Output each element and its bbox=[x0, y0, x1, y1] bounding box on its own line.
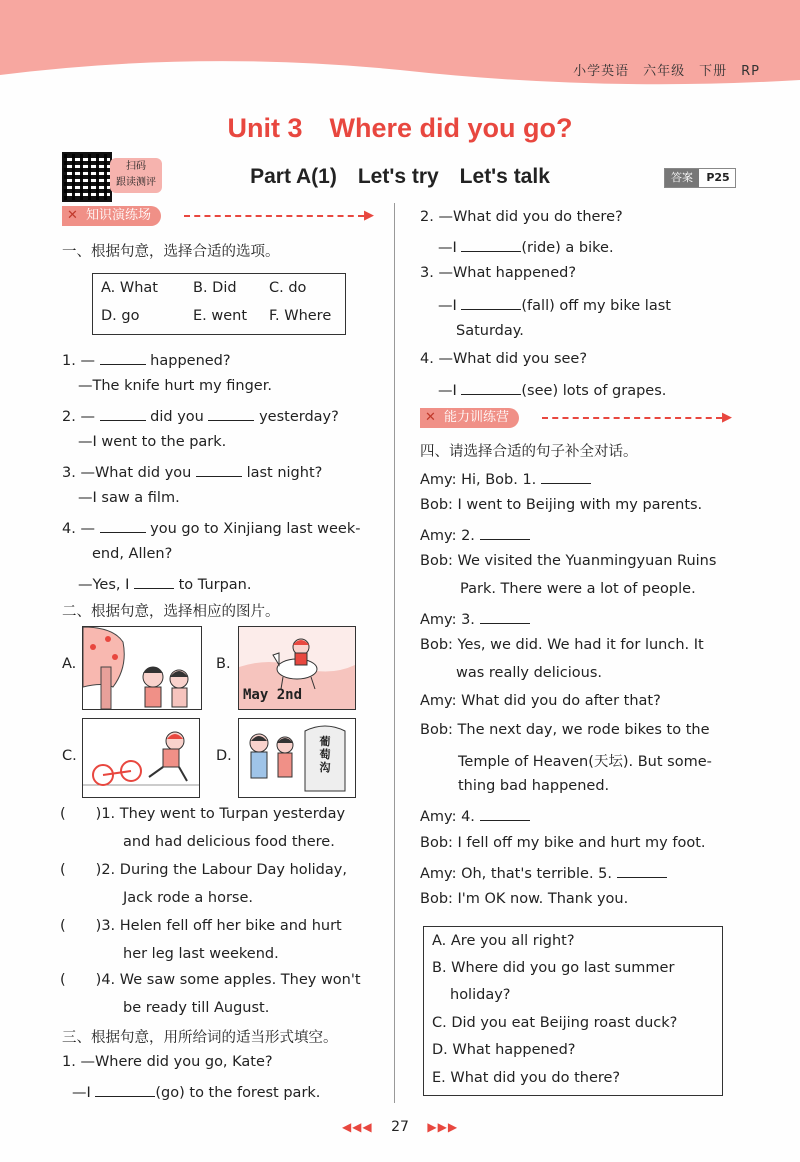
picture-b-date: May 2nd bbox=[243, 687, 303, 703]
answer-badge[interactable]: 答案 P25 bbox=[664, 168, 736, 188]
q2-item-3-cont: her leg last weekend. bbox=[123, 946, 279, 962]
answer-blank[interactable] bbox=[541, 469, 591, 484]
picture-d-grape-valley[interactable] bbox=[238, 718, 356, 798]
dialog-line-1: Amy: Hi, Bob. 1. bbox=[420, 469, 591, 488]
q3-item-4-reply: —I (see) lots of grapes. bbox=[438, 380, 666, 399]
unit-title: Unit 3 Where did you go? bbox=[227, 113, 573, 143]
dialog-line-4: Bob: We visited the Yuanmingyuan Ruins bbox=[420, 553, 717, 569]
qr-tag[interactable]: 扫码 跟读测评 bbox=[110, 158, 162, 193]
q1-item-2-reply: —I went to the park. bbox=[78, 434, 227, 450]
q3-item-3: 3. —What happened? bbox=[420, 265, 577, 281]
q2-item-2-cont: Jack rode a horse. bbox=[123, 890, 253, 906]
page-number: 27 bbox=[391, 1119, 409, 1135]
pic-label-c: C. bbox=[62, 748, 77, 764]
picture-c-fell-off-bike[interactable] bbox=[82, 718, 200, 798]
q3-item-2: 2. —What did you do there? bbox=[420, 209, 623, 225]
dialog-line-10: Bob: I fell off my bike and hurt my foot. bbox=[420, 835, 706, 851]
picture-a-apple-tree[interactable] bbox=[82, 626, 202, 710]
column-divider bbox=[394, 203, 395, 1103]
option-a: A. What bbox=[101, 280, 158, 296]
option-e: E. went bbox=[193, 308, 248, 324]
option-d: D. go bbox=[101, 308, 140, 324]
q3-item-4: 4. —What did you see? bbox=[420, 351, 588, 367]
dialog-line-3: Amy: 2. bbox=[420, 525, 530, 544]
dialog-line-8: Bob: The next day, we rode bikes to the bbox=[420, 722, 710, 738]
answer-blank[interactable] bbox=[461, 237, 521, 252]
answer-blank[interactable] bbox=[617, 863, 667, 878]
dialog-line-9: Amy: 4. bbox=[420, 806, 530, 825]
page-footer bbox=[0, 1119, 800, 1135]
choice-e: E. What did you do there? bbox=[432, 1070, 621, 1086]
option-c: C. do bbox=[269, 280, 307, 296]
answer-blank[interactable] bbox=[100, 350, 146, 365]
q1-item-2: 2. — did you yesterday? bbox=[62, 406, 339, 425]
q3-item-3-cont: Saturday. bbox=[456, 323, 524, 339]
answer-blank[interactable] bbox=[461, 295, 521, 310]
q1-item-4-cont: end, Allen? bbox=[92, 546, 173, 562]
answer-blank[interactable] bbox=[480, 806, 530, 821]
q3-title: 三、根据句意，用所给词的适当形式填空。 bbox=[62, 1030, 338, 1046]
dialog-line-5: Amy: 3. bbox=[420, 609, 530, 628]
dialog-line-4-cont: Park. There were a lot of people. bbox=[460, 581, 696, 597]
q1-item-4-reply: —Yes, I to Turpan. bbox=[78, 574, 252, 593]
pic-label-d: D. bbox=[216, 748, 232, 764]
q1-item-1-reply: —The knife hurt my finger. bbox=[78, 378, 272, 394]
picture-b-horse-ride[interactable] bbox=[238, 626, 356, 710]
q1-item-3-reply: —I saw a film. bbox=[78, 490, 180, 506]
dialog-line-6-cont: was really delicious. bbox=[456, 665, 603, 681]
prev-arrows-icon[interactable]: ◀◀◀ bbox=[341, 1120, 373, 1134]
choice-a: A. Are you all right? bbox=[432, 933, 575, 949]
q2-item-4-cont: be ready till August. bbox=[123, 1000, 270, 1016]
section-banner-practice: ✕ 知识演练场 ▶ bbox=[62, 206, 377, 226]
dialog-line-7: Amy: What did you do after that? bbox=[420, 693, 661, 709]
q2-item-2: ( )2. During the Labour Day holiday, bbox=[60, 862, 347, 878]
part-title: Part A(1) Let's try Let's talk bbox=[250, 165, 550, 188]
choice-c: C. Did you eat Beijing roast duck? bbox=[432, 1015, 678, 1031]
q1-item-3: 3. —What did you last night? bbox=[62, 462, 322, 481]
answer-blank[interactable] bbox=[196, 462, 242, 477]
dialog-line-11: Amy: Oh, that's terrible. 5. bbox=[420, 863, 667, 882]
answer-blank[interactable] bbox=[461, 380, 521, 395]
choice-d: D. What happened? bbox=[432, 1042, 576, 1058]
answer-blank[interactable] bbox=[480, 609, 530, 624]
pic-label-b: B. bbox=[216, 656, 231, 672]
picture-d-sign: 葡萄沟 bbox=[319, 735, 331, 774]
q2-item-3: ( )3. Helen fell off her bike and hurt bbox=[60, 918, 342, 934]
choice-b: B. Where did you go last summer bbox=[432, 960, 675, 976]
dialog-line-6: Bob: Yes, we did. We had it for lunch. It bbox=[420, 637, 704, 653]
q3-item-1: 1. —Where did you go, Kate? bbox=[62, 1054, 273, 1070]
pic-label-a: A. bbox=[62, 656, 77, 672]
section-banner-ability: ✕ 能力训练营 ▶ bbox=[420, 408, 735, 428]
q2-item-1: ( )1. They went to Turpan yesterday bbox=[60, 806, 346, 822]
option-f: F. Where bbox=[269, 308, 332, 324]
answer-blank[interactable] bbox=[100, 518, 146, 533]
q2-item-1-cont: and had delicious food there. bbox=[123, 834, 335, 850]
dialog-line-8-cont2: thing bad happened. bbox=[458, 778, 610, 794]
q4-choice-box bbox=[423, 926, 723, 1096]
q3-item-3-reply: —I (fall) off my bike last bbox=[438, 295, 671, 314]
dialog-line-8-cont: Temple of Heaven(天坛). But some- bbox=[458, 754, 712, 770]
q1-item-1: 1. — happened? bbox=[62, 350, 231, 369]
q1-title: 一、根据句意，选择合适的选项。 bbox=[62, 244, 280, 260]
answer-blank[interactable] bbox=[100, 406, 146, 421]
q4-title: 四、请选择合适的句子补全对话。 bbox=[420, 444, 638, 460]
dialog-line-2: Bob: I went to Beijing with my parents. bbox=[420, 497, 703, 513]
q2-item-4: ( )4. We saw some apples. They won't bbox=[60, 972, 361, 988]
q1-option-box bbox=[92, 273, 346, 335]
q2-title: 二、根据句意，选择相应的图片。 bbox=[62, 604, 280, 620]
next-arrows-icon[interactable]: ▶▶▶ bbox=[427, 1120, 459, 1134]
answer-blank[interactable] bbox=[480, 525, 530, 540]
answer-blank[interactable] bbox=[95, 1082, 155, 1097]
dialog-line-12: Bob: I'm OK now. Thank you. bbox=[420, 891, 629, 907]
q3-item-2-reply: —I (ride) a bike. bbox=[438, 237, 614, 256]
answer-blank[interactable] bbox=[208, 406, 254, 421]
option-b: B. Did bbox=[193, 280, 237, 296]
book-info: 小学英语 六年级 下册 RP bbox=[573, 64, 760, 79]
q3-item-1-reply: —I (go) to the forest park. bbox=[72, 1082, 320, 1101]
answer-blank[interactable] bbox=[134, 574, 174, 589]
q1-item-4: 4. — you go to Xinjiang last week- bbox=[62, 518, 360, 537]
choice-b-cont: holiday? bbox=[450, 987, 511, 1003]
